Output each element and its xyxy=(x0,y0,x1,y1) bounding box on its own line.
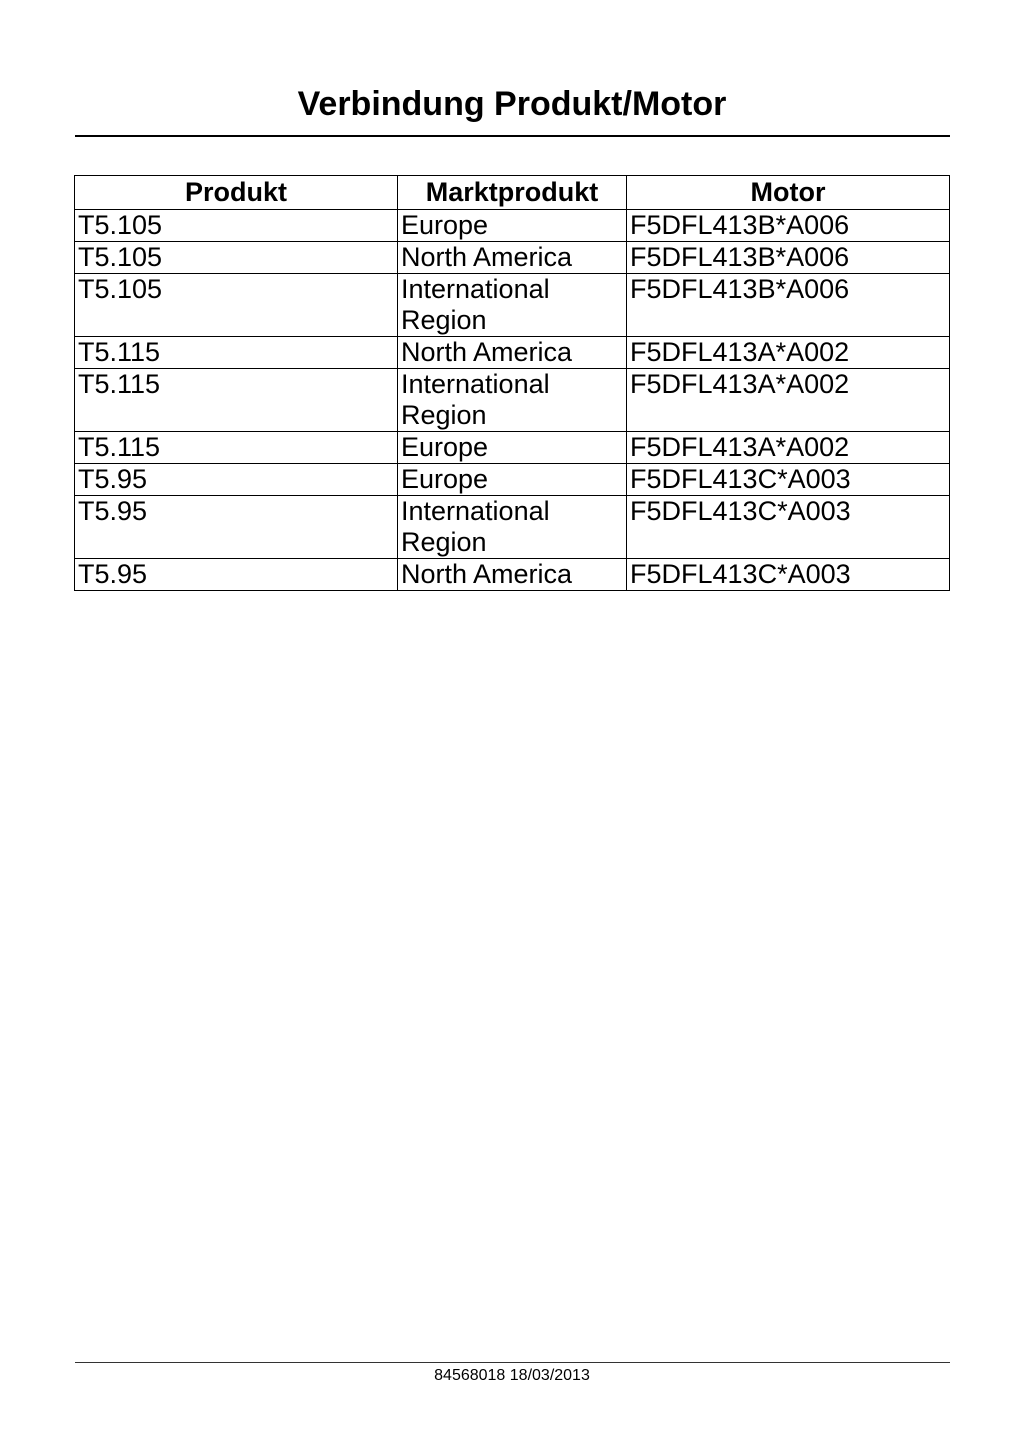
table-cell: T5.95 xyxy=(75,496,398,559)
table-cell: F5DFL413B*A006 xyxy=(627,242,950,274)
table-cell: F5DFL413A*A002 xyxy=(627,337,950,369)
table-cell: North America xyxy=(398,242,627,274)
table-row xyxy=(75,559,950,591)
table-cell: Europe xyxy=(398,432,627,464)
table-cell: T5.105 xyxy=(75,210,398,242)
column-header: Produkt xyxy=(75,176,398,210)
footer-text: 84568018 18/03/2013 xyxy=(434,1367,590,1384)
table-cell: F5DFL413C*A003 xyxy=(627,559,950,591)
page-title: Verbindung Produkt/Motor xyxy=(297,85,727,123)
title-rule xyxy=(75,135,950,137)
table-cell: T5.105 xyxy=(75,274,398,337)
table-cell: T5.95 xyxy=(75,559,398,591)
page-footer xyxy=(0,1362,1024,1385)
product-motor-table xyxy=(74,175,950,591)
table-body xyxy=(75,210,950,591)
table-cell: F5DFL413C*A003 xyxy=(627,464,950,496)
table-cell: F5DFL413A*A002 xyxy=(627,369,950,432)
table-cell: F5DFL413A*A002 xyxy=(627,432,950,464)
table-cell: T5.115 xyxy=(75,337,398,369)
table-cell: Europe xyxy=(398,210,627,242)
table-row xyxy=(75,242,950,274)
table-cell: T5.115 xyxy=(75,369,398,432)
table-cell: T5.115 xyxy=(75,432,398,464)
table-cell: International Region xyxy=(398,369,627,432)
table-row xyxy=(75,369,950,432)
table-row xyxy=(75,337,950,369)
column-header: Marktprodukt xyxy=(398,176,627,210)
table-cell: T5.95 xyxy=(75,464,398,496)
table-row xyxy=(75,210,950,242)
table-cell: North America xyxy=(398,337,627,369)
table-row xyxy=(75,464,950,496)
table-cell: International Region xyxy=(398,496,627,559)
table-row xyxy=(75,496,950,559)
footer-rule xyxy=(75,1362,950,1363)
table-cell: F5DFL413C*A003 xyxy=(627,496,950,559)
table-cell: T5.105 xyxy=(75,242,398,274)
table-cell: Europe xyxy=(398,464,627,496)
table-cell: International Region xyxy=(398,274,627,337)
table-cell: North America xyxy=(398,559,627,591)
table-row xyxy=(75,274,950,337)
table-cell: F5DFL413B*A006 xyxy=(627,274,950,337)
table-cell: F5DFL413B*A006 xyxy=(627,210,950,242)
table-row xyxy=(75,432,950,464)
table-header-row xyxy=(75,176,950,210)
column-header: Motor xyxy=(627,176,950,210)
